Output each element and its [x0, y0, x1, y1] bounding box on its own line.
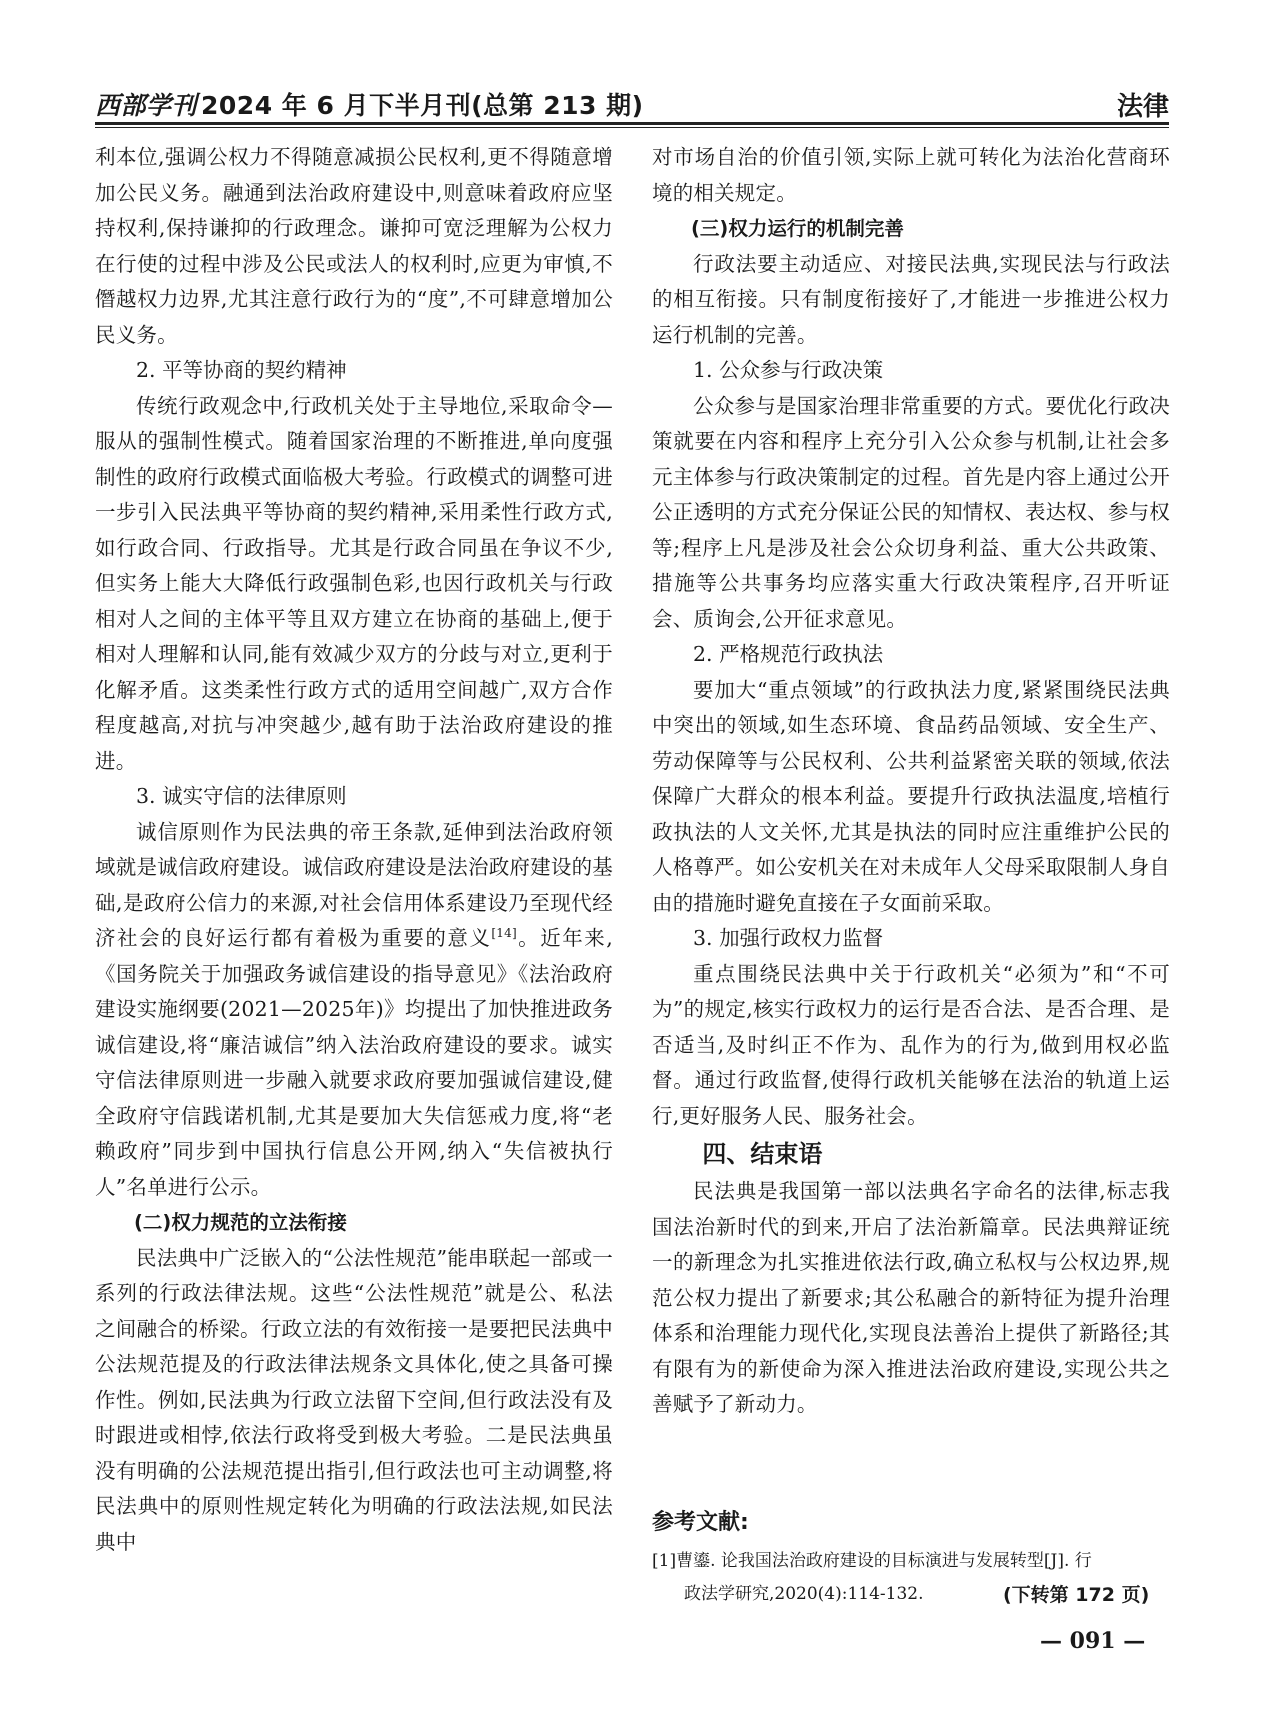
paragraph: 对市场自治的价值引领,实际上就可转化为法治化营商环境的相关规定。	[652, 145, 1170, 205]
paragraph: 利本位,强调公权力不得随意减损公民权利,更不得随意增加公民义务。融通到法治政府建设中,则意味着政府应坚持权利,保持谦抑的行政理念。谦抑可宽泛理解为公权力在行使的过程中涉及公民或法人的权利时,应更为审慎,不僭越权力边界,尤其注意行政行为的“度”,不可肆意增加公民义务。	[95, 145, 613, 347]
section-heading: (二)权力规范的立法衔接	[134, 1211, 347, 1234]
paragraph: 民法典是我国第一部以法典名字命名的法律,标志我国法治新时代的到来,开启了法治新篇章。民法典辩证统一的新理念为扎实推进依法行政,确立私权与公权边界,规范公权力提出了新要求;其公私融合的新特征为提升治理体系和治理能力现代化,实现良法善治上提供了新路径;其有限有为的新使命为深入推进法治政府建设,实现公共之善赋予了新动力。	[652, 1179, 1170, 1416]
page-number: — 091 —	[1040, 1628, 1146, 1654]
section-heading: (三)权力运行的机制完善	[691, 217, 904, 240]
subsection-heading: 3. 加强行政权力监督	[693, 926, 884, 950]
subsection-heading: 2. 严格规范行政执法	[693, 642, 884, 666]
section-label: 法律	[1116, 92, 1169, 122]
paragraph: 民法典中广泛嵌入的“公法性规范”能串联起一部或一系列的行政法律法规。这些“公法性规范”就是公、私法之间融合的桥梁。行政立法的有效衔接一是要把民法典中公法规范提及的行政法律法规条文具体化,使之具备可操作性。例如,民法典为行政立法留下空间,但行政法没有及时跟进或相悖,依法行政将受到极大考验。二是民法典虽没有明确的公法规范提出指引,但行政法也可主动调整,将民法典中的原则性规定转化为明确的行政法法规,如民法典中	[95, 1245, 613, 1554]
reference-text: [1]曹鎏. 论我国法治政府建设的目标演进与发展转型[J]. 行	[652, 1551, 1092, 1571]
journal-issue-line	[95, 86, 644, 122]
paragraph-text: 诚信原则作为民法典的帝王条款,延伸到法治政府领域就是诚信政府建设。诚信政府建设是法治政府建设的基础,是政府公信力的来源,对社会信用体系建设乃至现代经济社会的良好运行都有着极为重要的意义	[95, 819, 613, 950]
paragraph: 传统行政观念中,行政机关处于主导地位,采取命令—服从的强制性模式。随着国家治理的不断推进,单向度强制性的政府行政模式面临极大考验。行政模式的调整可进一步引入民法典平等协商的契约精神,采用柔性行政方式,如行政合同、行政指导。尤其是行政合同虽在争议不少,但实务上能大大降低行政强制色彩,也因行政机关与行政相对人之间的主体平等且双方建立在协商的基础上,便于相对人理解和认同,能有效减少双方的分歧与对立,更利于化解矛盾。这类柔性行政方式的适用空间越广,双方合作程度越高,对抗与冲突越少,越有助于法治政府建设的推进。	[95, 393, 613, 773]
right-column	[652, 140, 1170, 1423]
paragraph: 公众参与是国家治理非常重要的方式。要优化行政决策就要在内容和程序上充分引入公众参与机制,让社会多元主体参与行政决策制定的过程。首先是内容上通过公开公正透明的方式充分保证公民的知情权、表达权、参与权等;程序上凡是涉及社会公众切身利益、重大公共政策、措施等公共事务均应落实重大行政决策程序,召开听证会、质询会,公开征求意见。	[652, 393, 1170, 631]
issue-info: 2024 年 6 月下半月刊(总第 213 期)	[201, 91, 644, 120]
reference-text: 政法学研究,2020(4):114-132.	[684, 1584, 924, 1604]
chapter-heading: 四、结束语	[702, 1140, 823, 1168]
left-column	[95, 140, 613, 1560]
paragraph: 行政法要主动适应、对接民法典,实现民法与行政法的相互衔接。只有制度衔接好了,才能进一步推进公权力运行机制的完善。	[652, 251, 1170, 347]
paragraph-text: 。近年来,《国务院关于加强政务诚信建设的指导意见》《法治政府建设实施纲要(2021—2025年)》均提出了加快推进政务诚信建设,将“廉洁诚信”纳入法治政府建设的要求。诚实守信法律原则进一步融入就要求政府要加强诚信建设,健全政府守信践诺机制,尤其是要加大失信惩戒力度,将“老赖政府”同步到中国执行信息公开网,纳入“失信被执行人”名单进行公示。	[95, 926, 613, 1199]
citation-marker: [14]	[491, 926, 517, 941]
subsection-heading: 2. 平等协商的契约精神	[136, 358, 347, 382]
header-rule-thick	[95, 122, 1169, 125]
journal-logo: 西部学刊	[95, 91, 198, 120]
paragraph	[95, 815, 613, 1206]
continued-note: (下转第 172 页)	[1003, 1584, 1150, 1606]
subsection-heading: 3. 诚实守信的法律原则	[136, 784, 347, 808]
running-header	[95, 82, 1169, 122]
header-rule-thin	[95, 127, 1169, 128]
references-title: 参考文献:	[652, 1510, 749, 1535]
paragraph: 重点围绕民法典中关于行政机关“必须为”和“不可为”的规定,核实行政权力的运行是否合法、是否合理、是否适当,及时纠正不作为、乱作为的行为,做到用权必监督。通过行政监督,使得行政机关能够在法治的轨道上运行,更好服务人民、服务社会。	[652, 961, 1170, 1128]
subsection-heading: 1. 公众参与行政决策	[693, 358, 884, 382]
paragraph: 要加大“重点领域”的行政执法力度,紧紧围绕民法典中突出的领域,如生态环境、食品药品领域、安全生产、劳动保障等与公民权利、公共利益紧密关联的领域,依法保障广大群众的根本利益。要提升行政执法温度,培植行政执法的人文关怀,尤其是执法的同时应注重维护公民的人格尊严。如公安机关在对未成年人父母采取限制人身自由的措施时避免直接在子女面前采取。	[652, 677, 1170, 915]
